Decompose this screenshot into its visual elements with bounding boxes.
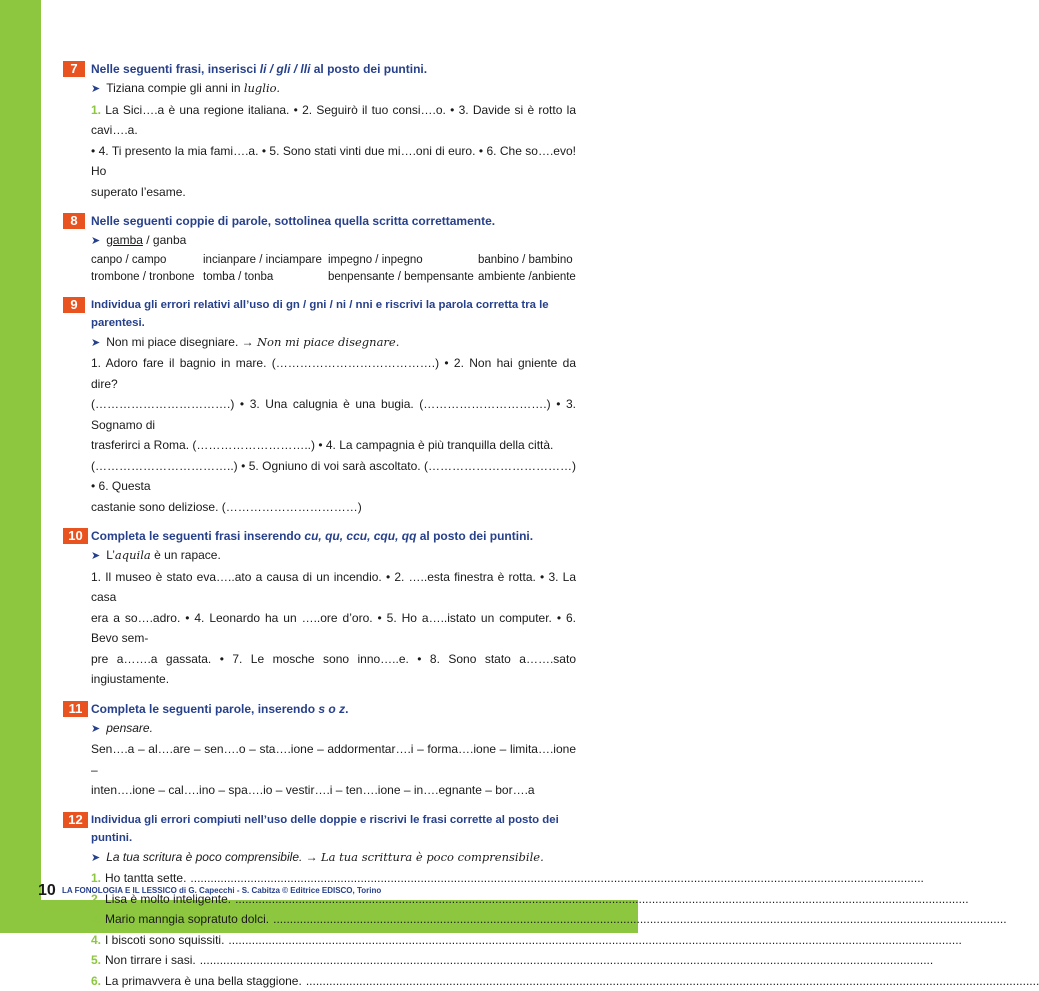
exercise-page <box>0 60 638 991</box>
exercise-text: superato l’esame. <box>91 182 576 203</box>
exercise-title: Individua gli errori relativi all’uso di gn / gni / ni / nni e riscrivi la parola corretta tra le parentesi. <box>91 296 576 332</box>
exercise-title: Nelle seguenti frasi, inserisci li / gli / lli al posto dei puntini. <box>91 60 576 78</box>
exercise-11 <box>0 700 638 801</box>
word-pair[interactable]: tomba / tonba <box>203 269 328 286</box>
arrow-icon: ➤ <box>91 852 100 864</box>
exercise-text: inten….ione – cal….ino – spa….io – vestir….i – ten….ione – in….egnante – bor….a <box>91 780 576 801</box>
arrow-icon: ➤ <box>91 337 100 349</box>
exercise-text: (…………………………….) • 3. Una calugnia è una bugia. (………………………….) • 3. Sognamo di <box>91 394 576 435</box>
example-line: ➤ Tiziana compie gli anni in luglio. <box>91 78 576 100</box>
exercise-title: Completa le seguenti parole, inserendo s o z. <box>91 700 576 718</box>
answer-row: 1. Ho tantta sette. ............................................................................................................................................................................................................................ <box>91 868 576 889</box>
exercise-7 <box>0 60 638 202</box>
exercise-text: era a so….adro. • 4. Leonardo ha un …..ore d’oro. • 5. Ho a…..istato un computer. • 6. Bevo sem- <box>91 608 576 649</box>
answer-blank[interactable]: ............................................................................................................................................................................................................................ <box>190 868 923 889</box>
answer-blank[interactable]: ............................................................................................................................................................................................................................ <box>235 889 968 910</box>
exercise-text: trasferirci a Roma. (………………………..) • 4. La campagnia è più tranquilla della città. <box>91 435 576 456</box>
exercise-text: 1. Il museo è stato eva…..ato a causa di un incendio. • 2. …..esta finestra è rotta. • 3. La casa <box>91 567 576 608</box>
word-pair[interactable]: benpensante / bempensante <box>328 269 478 286</box>
word-pair[interactable]: banbino / bambino <box>478 252 578 269</box>
exercise-text: 1. La Sici….a è una regione italiana. • 2. Seguirò il tuo consi….o. • 3. Davide si è rotto la cavi….a. <box>91 100 576 141</box>
example-line: ➤ gamba / ganba <box>91 230 576 252</box>
exercise-title: Completa le seguenti frasi inserendo cu, qu, ccu, cqu, qq al posto dei puntini. <box>91 527 576 545</box>
arrow-icon: ➤ <box>91 723 100 735</box>
exercise-text: (……………………………..) • 5. Ogniuno di voi sarà ascoltato. (………………………………) • 6. Questa <box>91 456 576 497</box>
exercise-number: 8 <box>63 213 85 229</box>
arrow-icon: ➤ <box>91 83 100 95</box>
exercise-text: castanie sono deliziose. (……………………………) <box>91 497 576 518</box>
exercise-number: 10 <box>63 528 88 544</box>
exercise-number: 7 <box>63 61 85 77</box>
answer-row: 5. Non tirrare i sasi. ............................................................................................................................................................................................................................ <box>91 950 576 971</box>
answer-blank[interactable]: ............................................................................................................................................................................................................................ <box>200 950 933 971</box>
arrow-icon: ➤ <box>91 550 100 562</box>
answer-blank[interactable]: ............................................................................................................................................................................................................................ <box>306 971 1039 991</box>
example-line: ➤ Non mi piace disegniare. → Non mi piace disegnare. <box>91 332 576 354</box>
answer-row: 4. I biscoti sono squissiti. ............................................................................................................................................................................................................................ <box>91 930 576 951</box>
word-pair[interactable]: trombone / tronbone <box>91 269 203 286</box>
exercise-9 <box>0 296 638 518</box>
exercise-number: 11 <box>63 701 88 717</box>
example-line: ➤ pensare. <box>91 718 576 740</box>
word-pair[interactable]: canpo / campo <box>91 252 203 269</box>
exercise-text: Sen….a – al….are – sen….o – sta….ione – addormentar….i – forma….ione – limita….ione – <box>91 739 576 780</box>
exercise-number: 12 <box>63 812 88 828</box>
footer-credit: LA FONOLOGIA E IL LESSICO di G. Capecchi - S. Cabitza © Editrice EDISCO, Torino <box>62 886 381 895</box>
example-line: ➤ La tua scritura è poco comprensibile. → La tua scrittura è poco comprensibile. <box>91 847 576 869</box>
exercise-text: • 4. Ti presento la mia fami….a. • 5. Sono stati vinti due mi….oni di euro. • 6. Che so….evo! Ho <box>91 141 576 182</box>
exercise-text: 1. Adoro fare il bagnio in mare. (………………………………….) • 2. Non hai gniente da dire? <box>91 353 576 394</box>
exercise-12 <box>0 811 638 991</box>
arrow-icon: ➤ <box>91 235 100 247</box>
exercise-10 <box>0 527 638 690</box>
page-number: 10 <box>38 882 56 900</box>
exercise-8 <box>0 212 638 286</box>
word-pair[interactable]: impegno / inpegno <box>328 252 478 269</box>
word-pair[interactable]: incianpare / inciampare <box>203 252 328 269</box>
answer-row: 3. Mario manngia sopratuto dolci. ............................................................................................................................................................................................................................ <box>91 909 576 930</box>
exercise-title: Individua gli errori compiuti nell’uso delle doppie e riscrivi le frasi corrette al posto dei puntini. <box>91 811 576 847</box>
answer-row: 2. Lisa è molto inteligente. ............................................................................................................................................................................................................................ <box>91 889 576 910</box>
word-pair[interactable]: ambiente /anbiente <box>478 269 578 286</box>
example-line: ➤ L’aquila è un rapace. <box>91 545 576 567</box>
answer-blank[interactable]: ............................................................................................................................................................................................................................ <box>273 909 1006 930</box>
word-pairs-grid <box>91 252 576 286</box>
answer-blank[interactable]: ............................................................................................................................................................................................................................ <box>228 930 961 951</box>
exercise-title: Nelle seguenti coppie di parole, sottolinea quella scritta correttamente. <box>91 212 576 230</box>
answer-row: 6. La primavvera è una bella staggione. ............................................................................................................................................................................................................................ <box>91 971 576 991</box>
exercise-text: pre a…….a gassata. • 7. Le mosche sono inno…..e. • 8. Sono stato a…….sato ingiustamente. <box>91 649 576 690</box>
exercise-number: 9 <box>63 297 85 313</box>
